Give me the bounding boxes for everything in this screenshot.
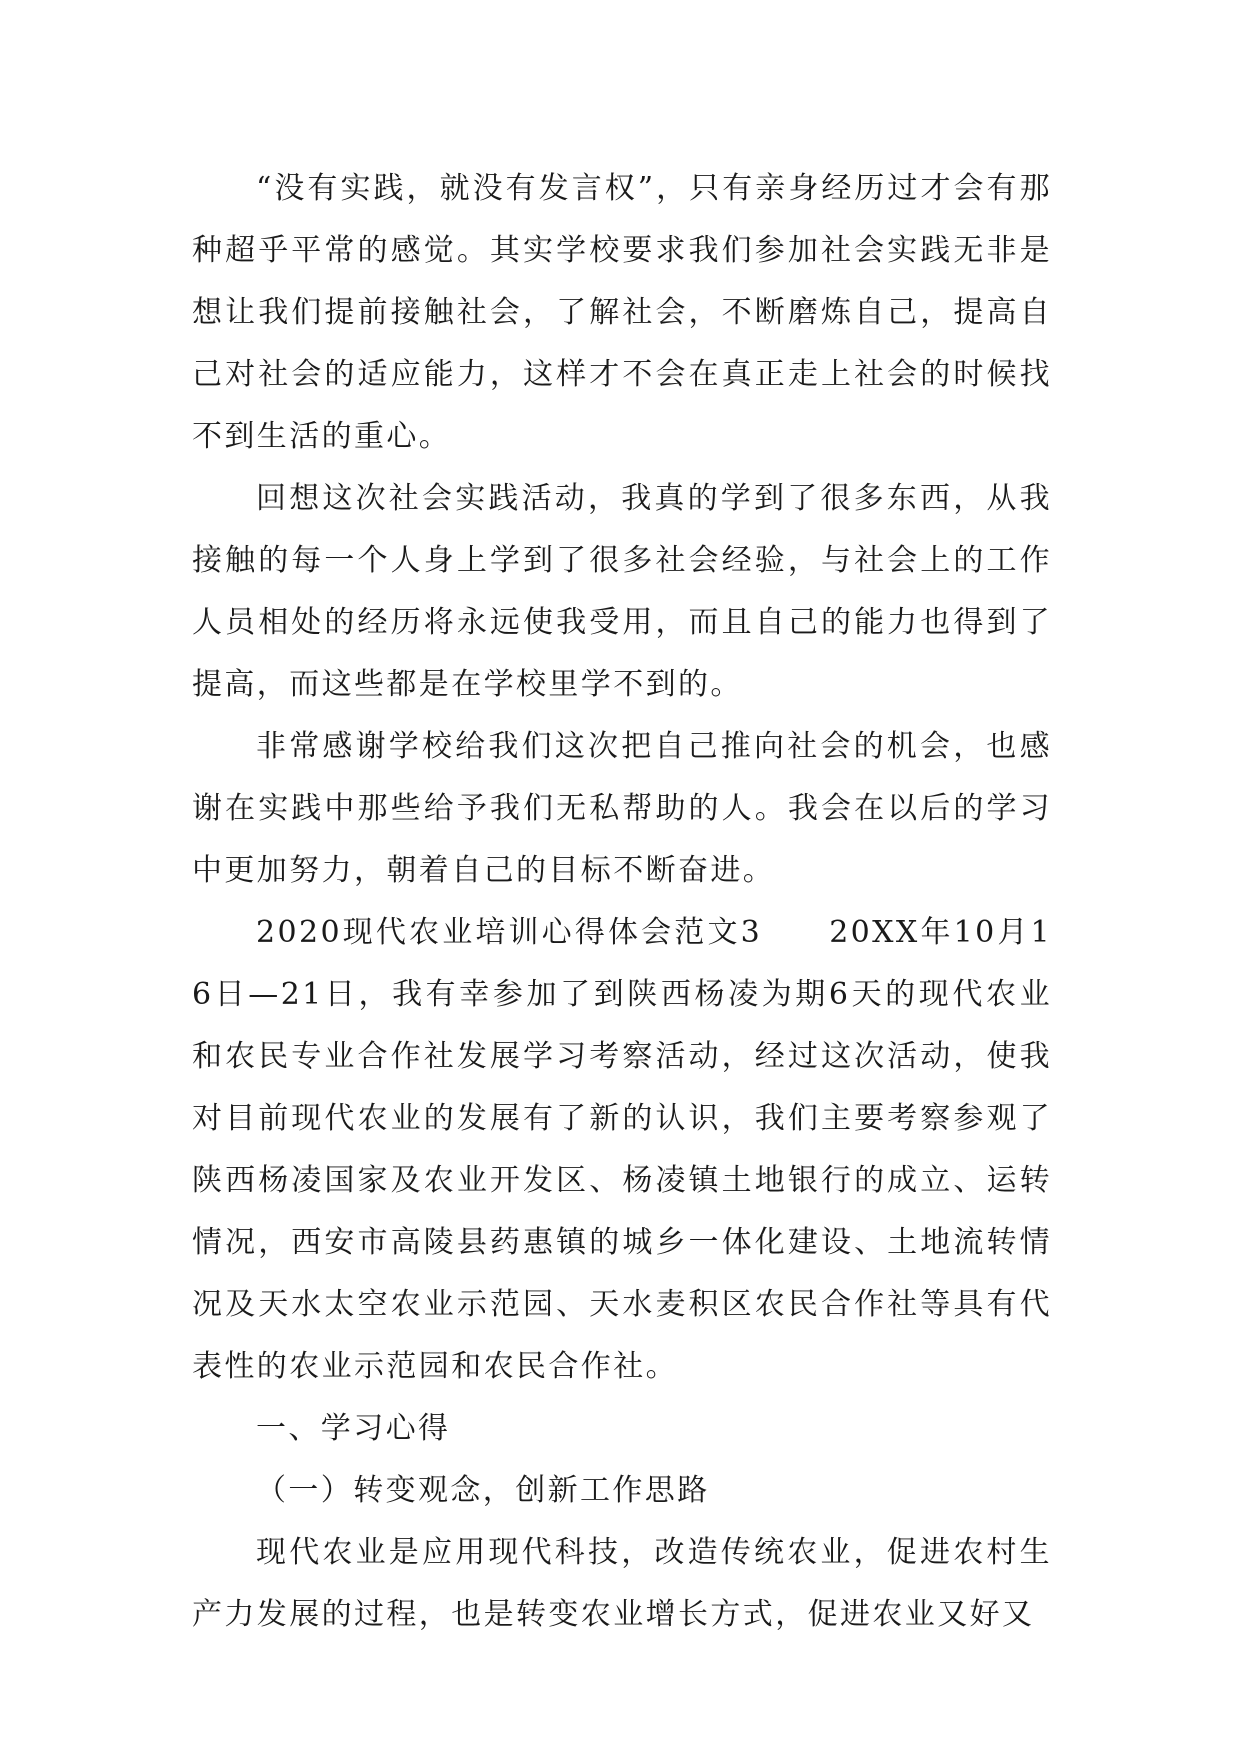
section-heading: 一、学习心得: [256, 1411, 451, 1446]
paragraph-gratitude: 非常感谢学校给我们这次把自己推向社会的机会，也感谢在实践中那些给予我们无私帮助的人。我会在以后的学习中更加努力，朝着自己的目标不断奋进。: [192, 729, 1052, 888]
paragraph-agriculture-training: 2020现代农业培训心得体会范文3 20XX年10月16日—21日，我有幸参加了到陕西杨凌为期6天的现代农业和农民专业合作社发展学习考察活动，经过这次活动，使我对目前现代农业的发展有了新的认识，我们主要考察参观了陕西杨凌国家及农业开发区、杨凌镇土地银行的成立、运转情况，西安市高陵县药惠镇的城乡一体化建设、土地流转情况及天水太空农业示范园、天水麦积区农民合作社等具有代表性的农业示范园和农民合作社。: [192, 915, 1052, 1384]
paragraph-modern-agriculture: 现代农业是应用现代科技，改造传统农业，促进农村生产力发展的过程，也是转变农业增长方式，促进农业又好又: [192, 1535, 1052, 1632]
document-body: [192, 158, 1052, 1646]
subsection-heading: （一）转变观念，创新工作思路: [256, 1473, 710, 1508]
paragraph-practice-importance: “没有实践，就没有发言权”，只有亲身经历过才会有那种超乎平常的感觉。其实学校要求我们参加社会实践无非是想让我们提前接触社会，了解社会，不断磨炼自己，提高自己对社会的适应能力，这样才不会在真正走上社会的时候找不到生活的重心。: [192, 171, 1052, 454]
paragraph-reflection: 回想这次社会实践活动，我真的学到了很多东西，从我接触的每一个人身上学到了很多社会经验，与社会上的工作人员相处的经历将永远使我受用，而且自己的能力也得到了提高，而这些都是在学校里学不到的。: [192, 481, 1052, 702]
